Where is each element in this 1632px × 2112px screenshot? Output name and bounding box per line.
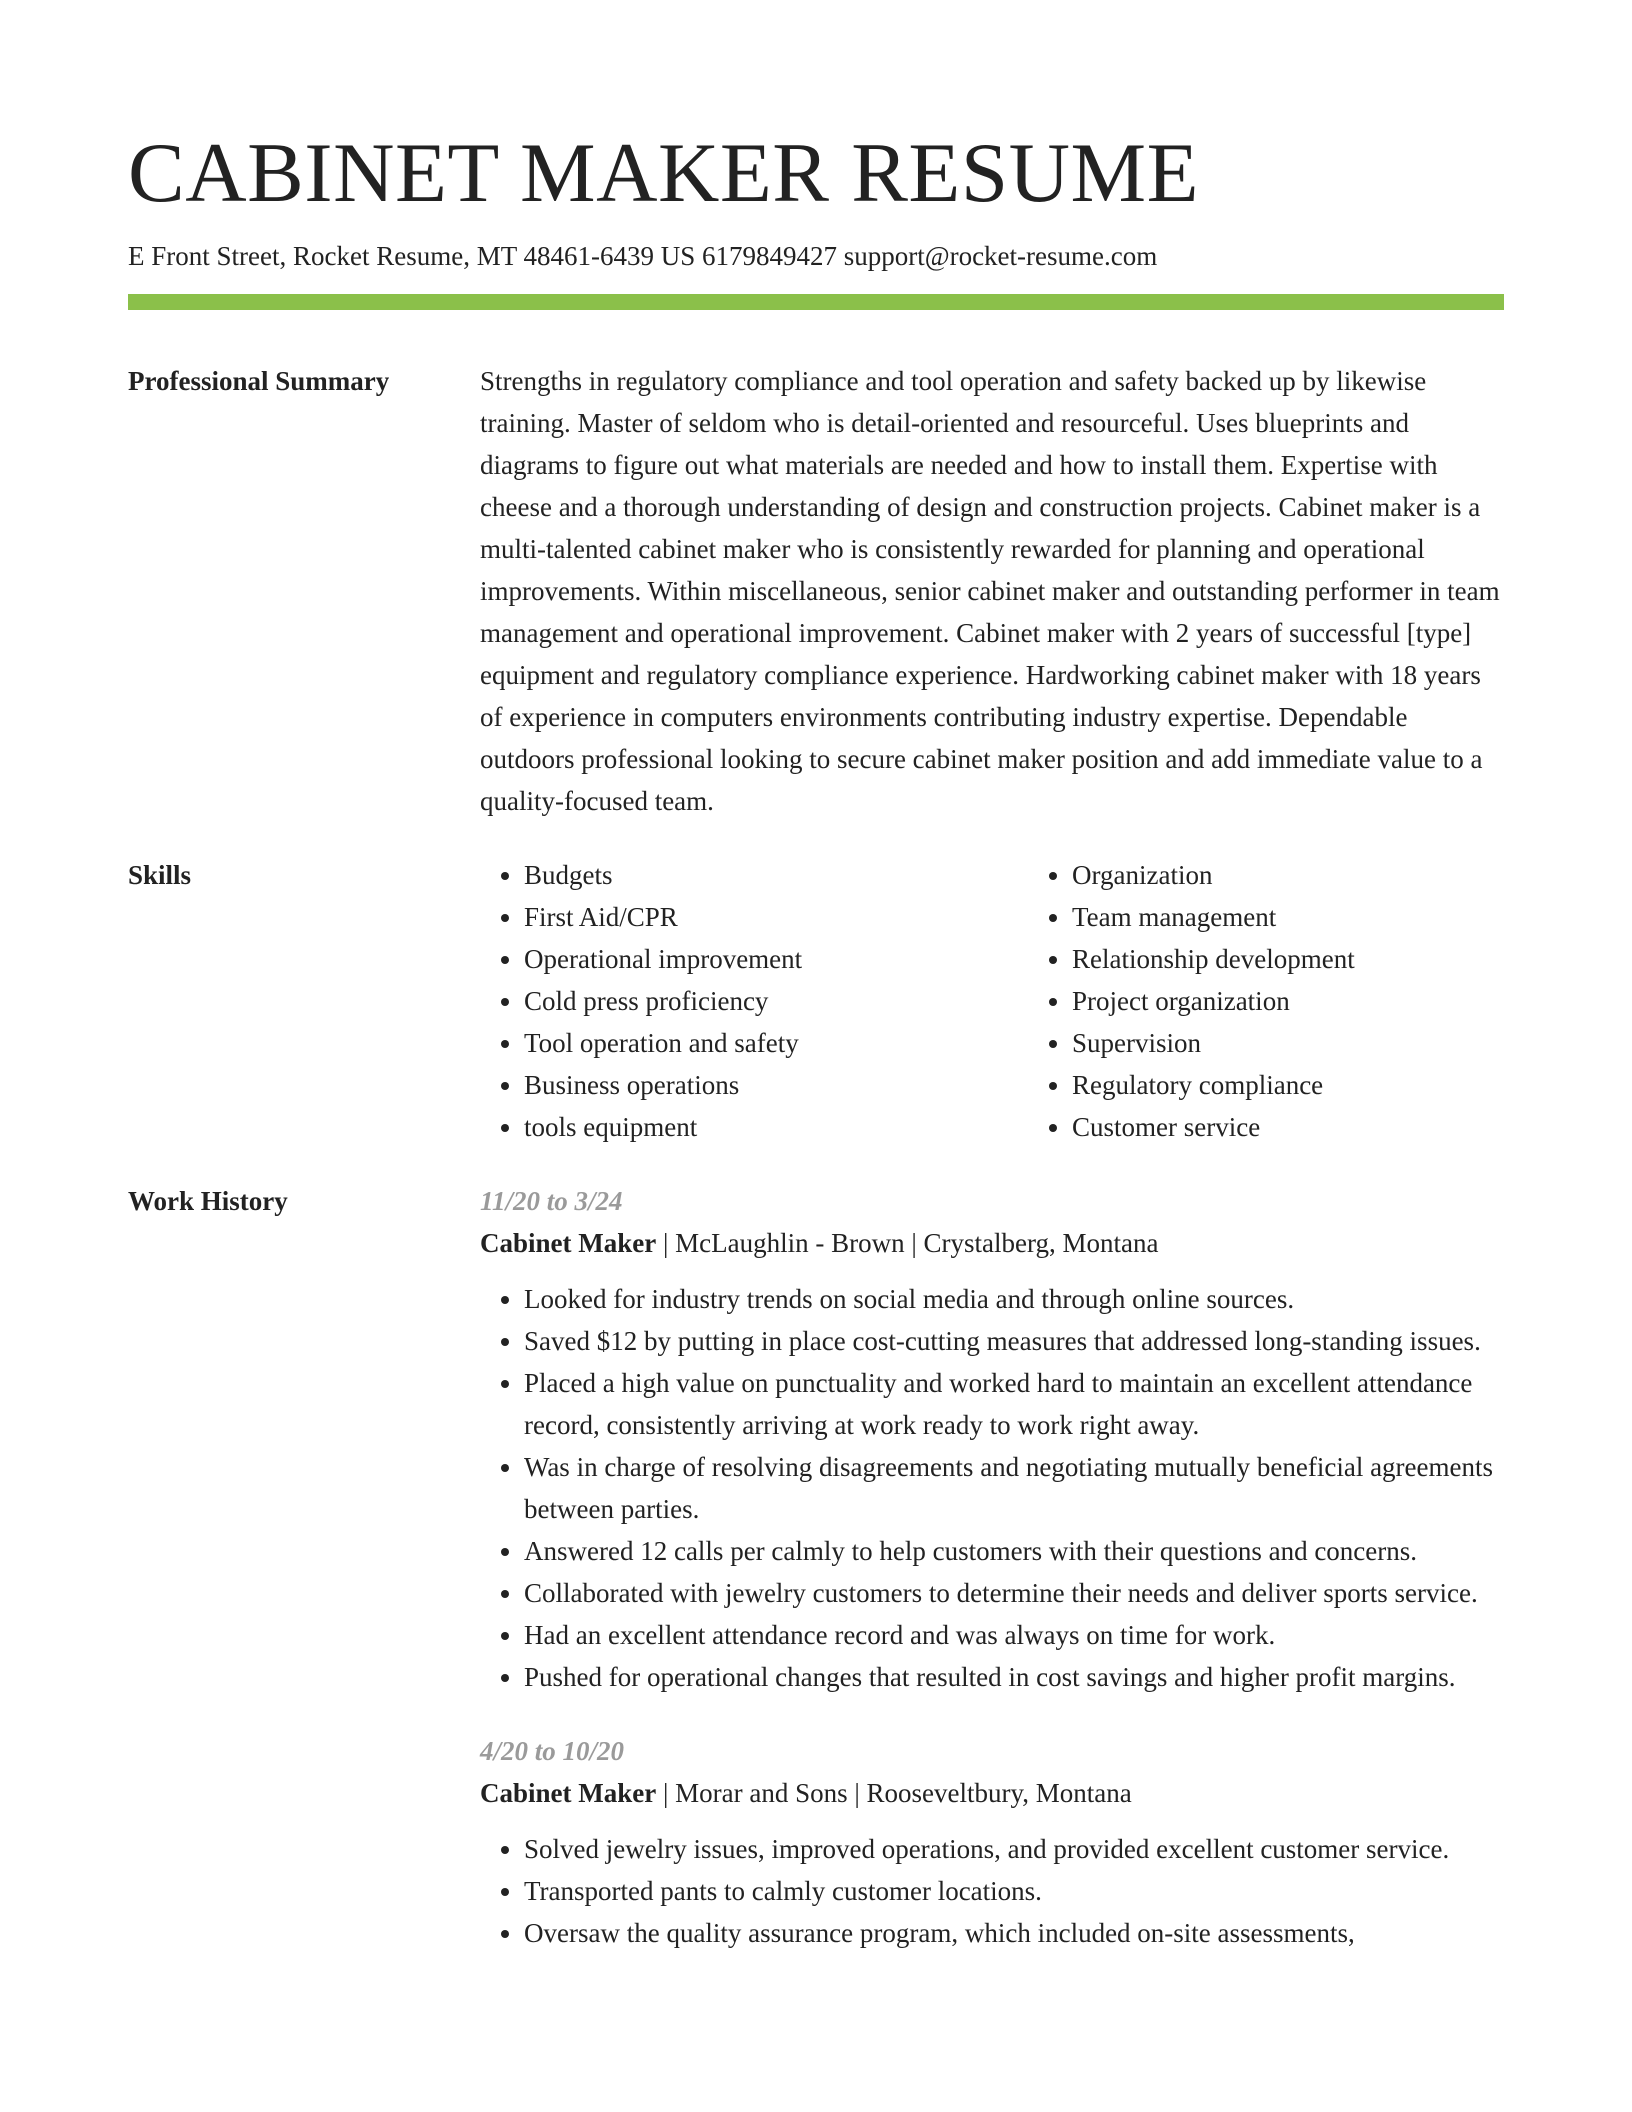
section-heading-skills: Skills	[128, 860, 192, 890]
job-company-location: | Morar and Sons | Rooseveltbury, Montana	[656, 1778, 1132, 1808]
accent-divider	[128, 294, 1504, 310]
skill-item: • Budgets	[524, 854, 1028, 896]
skill-item: • Supervision	[1072, 1022, 1576, 1064]
skills-section	[128, 854, 1504, 1148]
skill-item: • Business operations	[524, 1064, 1028, 1106]
job-heading	[480, 1772, 1504, 1814]
summary-text: Strengths in regulatory compliance and tool operation and safety backed up by likewise training. Master of seldom who is detail-oriented and resourceful. Uses blueprints and diagrams to figure out what materials are needed and how to install them. Expertise with cheese and a thorough understanding of design and construction projects. Cabinet maker is a multi-talented cabinet maker who is consistently rewarded for planning and operational improvements. Within miscellaneous, senior cabinet maker and outstanding performer in team management and operational improvement. Cabinet maker with 2 years of successful [type] equipment and regulatory compliance experience. Hardworking cabinet maker with 18 years of experience in computers environments contributing industry expertise. Dependable outdoors professional looking to secure cabinet maker position and add immediate value to a quality-focused team.	[480, 366, 1500, 816]
job-bullets	[480, 1278, 1504, 1698]
work-history-list	[480, 1180, 1504, 1986]
job-bullets	[480, 1828, 1504, 1954]
skill-item: • Organization	[1072, 854, 1576, 896]
skill-item: • Operational improvement	[524, 938, 1028, 980]
job-heading	[480, 1222, 1504, 1264]
job-bullet: • Saved $12 by putting in place cost-cutting measures that addressed long-standing issues.	[524, 1320, 1504, 1362]
job-entry	[480, 1730, 1504, 1954]
job-dates: 4/20 to 10/20	[480, 1736, 625, 1766]
job-bullet: • Collaborated with jewelry customers to determine their needs and deliver sports service.	[524, 1572, 1504, 1614]
skill-item: • Tool operation and safety	[524, 1022, 1028, 1064]
job-bullet: • Was in charge of resolving disagreements and negotiating mutually beneficial agreements between parties.	[524, 1446, 1504, 1530]
resume-title: CABINET MAKER RESUME	[128, 126, 1200, 220]
job-title: Cabinet Maker	[480, 1778, 657, 1808]
job-bullet: • Solved jewelry issues, improved operations, and provided excellent customer service.	[524, 1828, 1504, 1870]
job-bullet: • Oversaw the quality assurance program, which included on-site assessments,	[524, 1912, 1504, 1954]
skill-item: • tools equipment	[524, 1106, 1028, 1148]
job-bullet: • Pushed for operational changes that resulted in cost savings and higher profit margins.	[524, 1656, 1504, 1698]
job-bullet: • Looked for industry trends on social media and through online sources.	[524, 1278, 1504, 1320]
job-bullet: • Had an excellent attendance record and was always on time for work.	[524, 1614, 1504, 1656]
skills-column-left	[480, 854, 1028, 1148]
job-company-location: | McLaughlin - Brown | Crystalberg, Montana	[656, 1228, 1159, 1258]
resume-page	[128, 118, 1504, 1986]
section-heading-summary: Professional Summary	[128, 366, 390, 396]
job-bullet: • Answered 12 calls per calmly to help customers with their questions and concerns.	[524, 1530, 1504, 1572]
skill-item: • Project organization	[1072, 980, 1576, 1022]
work-history-section	[128, 1180, 1504, 1986]
contact-line: E Front Street, Rocket Resume, MT 48461-6439 US 6179849427 support@rocket-resume.com	[128, 241, 1158, 271]
job-bullet: • Transported pants to calmly customer locations.	[524, 1870, 1504, 1912]
job-title: Cabinet Maker	[480, 1228, 657, 1258]
section-heading-work-history: Work History	[128, 1186, 288, 1216]
job-bullet: • Placed a high value on punctuality and worked hard to maintain an excellent attendance record, consistently arriving at work ready to work right away.	[524, 1362, 1504, 1446]
skills-grid	[480, 854, 1576, 1148]
skills-column-right	[1028, 854, 1576, 1148]
summary-section	[128, 360, 1504, 822]
skill-item: • Cold press proficiency	[524, 980, 1028, 1022]
job-dates: 11/20 to 3/24	[480, 1186, 623, 1216]
skill-item: • Regulatory compliance	[1072, 1064, 1576, 1106]
job-entry	[480, 1180, 1504, 1698]
skill-item: • Customer service	[1072, 1106, 1576, 1148]
skill-item: • Relationship development	[1072, 938, 1576, 980]
skill-item: • First Aid/CPR	[524, 896, 1028, 938]
skill-item: • Team management	[1072, 896, 1576, 938]
